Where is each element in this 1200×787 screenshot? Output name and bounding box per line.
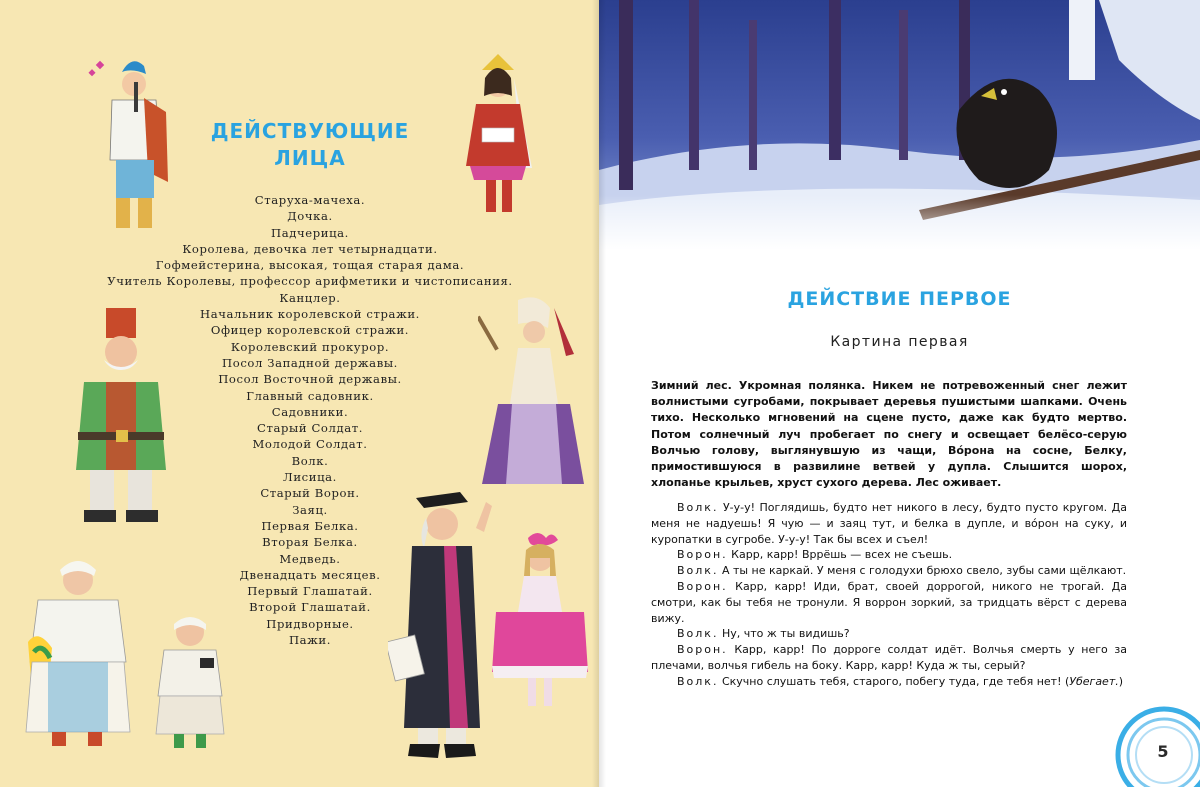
dialogue [651,500,1127,690]
guard-illustration [66,300,176,530]
cast-item: Старуха-мачеха. [254,193,366,207]
cast-item: Молодой Солдат. [252,437,368,452]
dialogue-line [651,500,1127,547]
speaker-name: Волк. [677,674,719,688]
cast-item: Второй Глашатай. [249,600,371,615]
winter-forest-illustration [599,0,1200,250]
cast-item: Офицер королевской стражи. [210,323,410,338]
cast-item: Дочка. [287,209,333,224]
right-page [599,0,1200,787]
closing-paren: ) [1118,674,1124,688]
line-text: Карр, карр! По дорроге солдат идёт. Волчья смерть у него за плечами, волчья гибель на боку. Карр, карр! Куда ж ты, серый? [651,643,1127,672]
page-number: 5 [1157,742,1169,761]
line-text: Скучно слушать тебя, старого, побегу туда, где тебя нет! ( [718,674,1070,688]
speaker-name: Волк. [677,501,719,514]
cast-item: Вторая Белка. [262,535,358,550]
cast-item: Заяц. [292,502,328,517]
dialogue-line [651,579,1127,626]
act-title: ДЕЙСТВИЕ ПЕРВОЕ [787,288,1012,310]
line-text: У-у-у! Поглядишь, будто нет никого в лесу, будто пусто кругом. Да меня не надуешь! Я чую — и заяц тут, и белка в дупле, и вóрон на суку, и куропатки в сугробе. У-у-у! Так бы всех и съел! [651,501,1127,546]
cast-item: Придворные. [266,616,354,631]
dialogue-line [651,674,1127,690]
cast-item: Двенадцать месяцев. [239,567,381,582]
speaker-name: Волк. [677,564,719,578]
cast-item: Старый Солдат. [256,421,364,436]
dialogue-line [651,563,1127,579]
gutter-shadow [592,0,606,787]
stage-direction: Зимний лес. Укромная полянка. Никем не потревоженный снег лежит волнистыми сугробами, покрывает деревья пушистыми шапками. Очень тихо. Несколько мгновений на сцене пусто, даже как будто мертво. Потом солнечный луч пробегает по снегу и освещает белёсо-серую Волчью голову, выглянувшую из чащи, Вóрона на сосне, Белку, примостившуюся в развилине ветвей у дупла. Слышится шорох, хлопанье крыльев, хруст сухого дерева. Лес оживает. [651,379,1127,490]
cast-item: Учитель Королевы, профессор арифметики и чистописания. [107,274,513,289]
speaker-name: Ворон. [677,579,728,593]
speaker-name: Ворон. [677,643,728,657]
dialogue-line [651,626,1127,642]
cast-item: Королевский прокурор. [230,339,390,354]
lady-illustration [478,294,588,494]
cast-item: Пажи. [288,633,332,648]
cast-item: Главный садовник. [246,388,374,403]
queen-illustration [488,530,588,720]
left-page [0,0,599,787]
cast-item: Первая Белка. [261,518,359,533]
line-text: Ну, что ж ты видишь? [718,627,850,641]
dialogue-line [651,642,1127,674]
cast-title: ДЕЙСТВУЮЩИЕ ЛИЦА [210,119,410,170]
line-text: Карр, карр! Вррёшь — всех не съешь. [727,548,953,562]
line-text: А ты не каркай. У меня с голодухи брюхо свело, зубы сами щёлкают. [718,564,1127,578]
cast-item: Первый Глашатай. [247,584,373,599]
stepmother-illustration [18,552,138,752]
speaker-name: Ворон. [677,548,728,562]
cast-item: Канцлер. [279,290,341,305]
cast-item: Начальник королевской стражи. [200,307,420,322]
cast-item: Падчерица. [271,225,349,240]
speaker-name: Волк. [677,627,719,641]
professor-illustration [388,488,498,778]
cast-item: Посол Западной державы. [222,355,398,370]
dialogue-line [651,547,1127,563]
cast-item: Старый Ворон. [260,486,360,501]
cast-item: Садовники. [271,404,349,419]
cast-item: Волк. [291,453,329,468]
cast-item: Посол Восточной державы. [218,372,402,387]
scene-title: Картина первая [830,334,969,350]
cast-item: Лисица. [283,470,337,485]
cast-item: Медведь. [279,551,341,566]
line-text: Карр, карр! Иди, брат, своей доррогой, никого не трогай. Да смотри, как бы тебя не тронули. Я воррон зоркий, за тридцать вёрст с дерева вижу. [651,579,1127,625]
cast-item: Королева, девочка лет четырнадцати. [182,241,438,256]
cast-item: Гофмейстерина, высокая, тощая старая дама. [155,258,465,273]
stage-aside: Убегает. [1069,674,1119,688]
stepdaughter-illustration [150,608,230,758]
